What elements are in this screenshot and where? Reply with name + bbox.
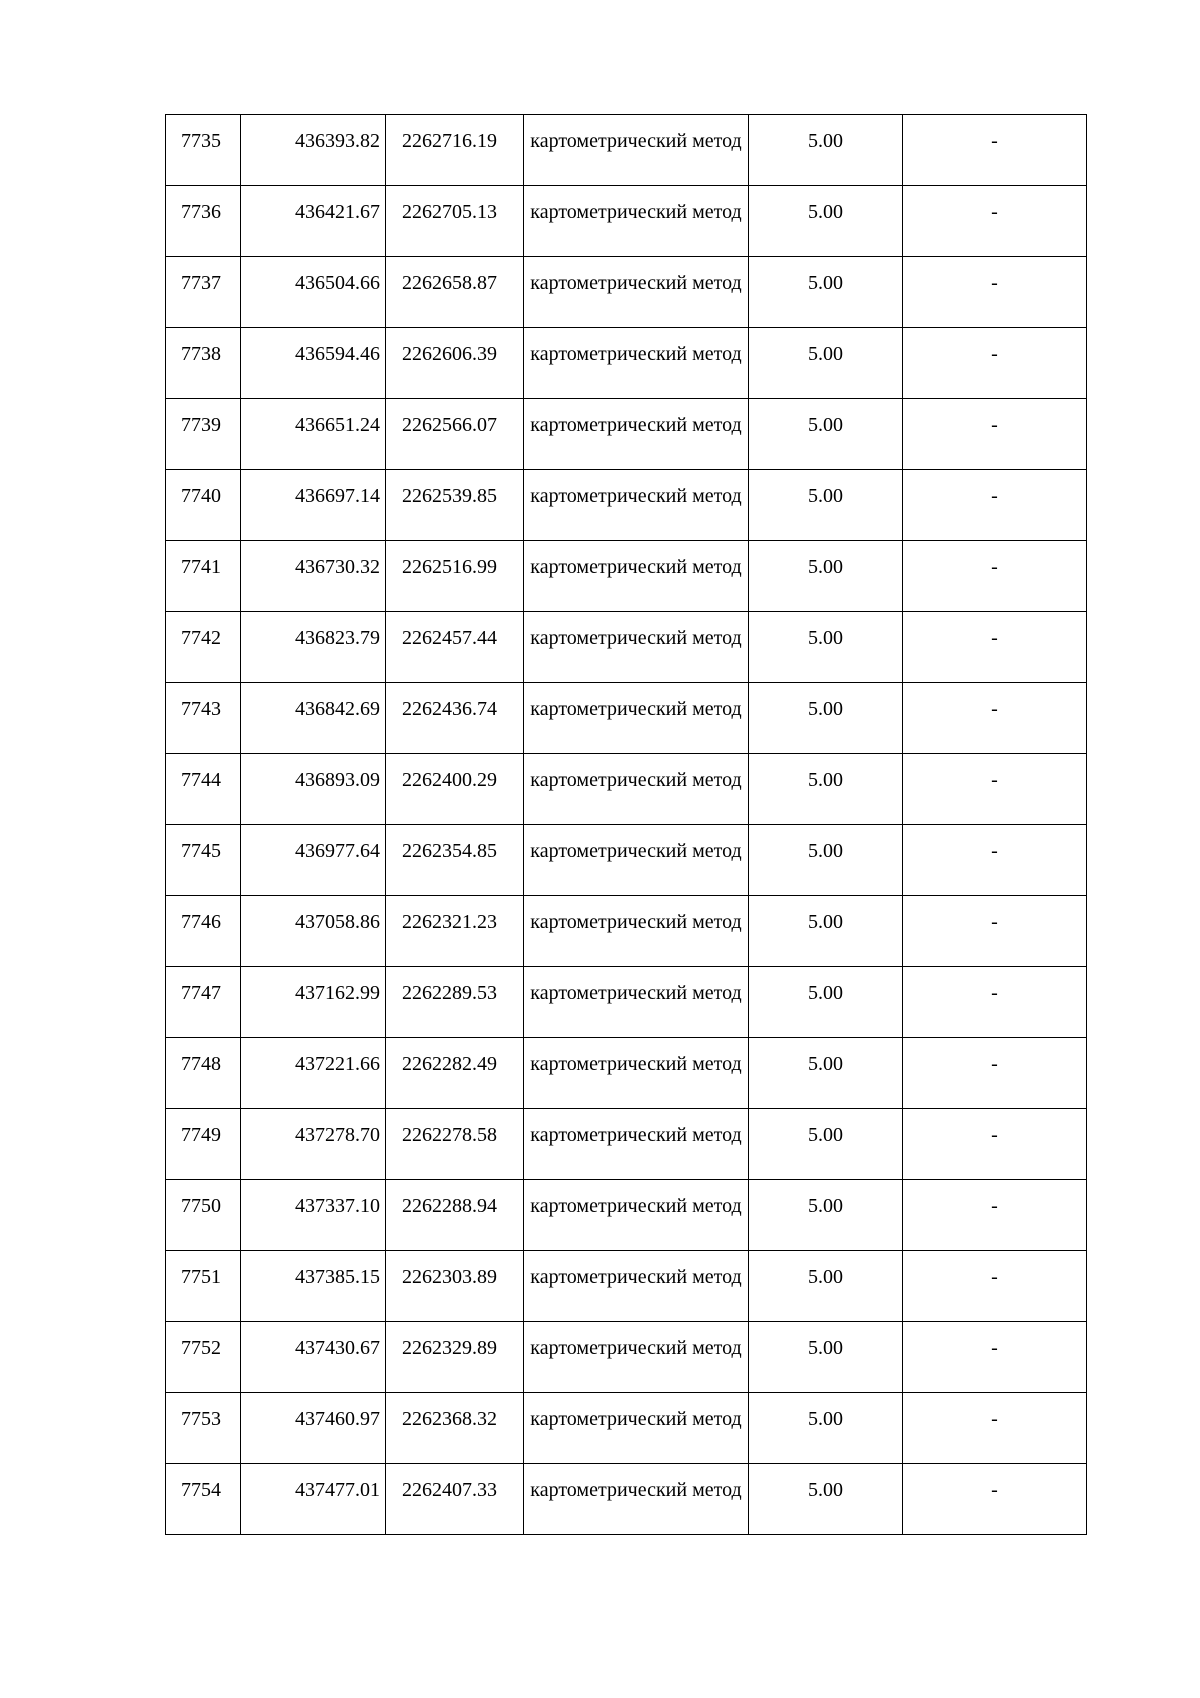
table-row <box>166 896 1087 967</box>
method-cell: картометрический метод <box>524 754 749 825</box>
method-cell: картометрический метод <box>524 1322 749 1393</box>
x-coordinate-cell: 436421.67 <box>241 186 386 257</box>
description-cell: - <box>903 967 1087 1038</box>
y-coordinate-cell: 2262606.39 <box>386 328 524 399</box>
accuracy-cell: 5.00 <box>749 754 903 825</box>
point-number-cell: 7753 <box>166 1393 241 1464</box>
table-row <box>166 115 1087 186</box>
table-row <box>166 1393 1087 1464</box>
y-coordinate-cell: 2262516.99 <box>386 541 524 612</box>
y-coordinate-cell: 2262400.29 <box>386 754 524 825</box>
description-cell: - <box>903 1109 1087 1180</box>
y-coordinate-cell: 2262303.89 <box>386 1251 524 1322</box>
coordinates-table <box>165 114 1087 1535</box>
method-cell: картометрический метод <box>524 1180 749 1251</box>
y-coordinate-cell: 2262436.74 <box>386 683 524 754</box>
point-number-cell: 7738 <box>166 328 241 399</box>
x-coordinate-cell: 437460.97 <box>241 1393 386 1464</box>
point-number-cell: 7751 <box>166 1251 241 1322</box>
method-cell: картометрический метод <box>524 257 749 328</box>
table-row <box>166 1038 1087 1109</box>
x-coordinate-cell: 436504.66 <box>241 257 386 328</box>
table-row <box>166 1322 1087 1393</box>
point-number-cell: 7743 <box>166 683 241 754</box>
x-coordinate-cell: 437058.86 <box>241 896 386 967</box>
accuracy-cell: 5.00 <box>749 683 903 754</box>
table-row <box>166 541 1087 612</box>
description-cell: - <box>903 1251 1087 1322</box>
point-number-cell: 7741 <box>166 541 241 612</box>
y-coordinate-cell: 2262321.23 <box>386 896 524 967</box>
description-cell: - <box>903 186 1087 257</box>
description-cell: - <box>903 470 1087 541</box>
point-number-cell: 7749 <box>166 1109 241 1180</box>
description-cell: - <box>903 1322 1087 1393</box>
method-cell: картометрический метод <box>524 1393 749 1464</box>
table-row <box>166 257 1087 328</box>
description-cell: - <box>903 1038 1087 1109</box>
accuracy-cell: 5.00 <box>749 896 903 967</box>
method-cell: картометрический метод <box>524 967 749 1038</box>
x-coordinate-cell: 437278.70 <box>241 1109 386 1180</box>
method-cell: картометрический метод <box>524 328 749 399</box>
y-coordinate-cell: 2262658.87 <box>386 257 524 328</box>
method-cell: картометрический метод <box>524 1038 749 1109</box>
x-coordinate-cell: 437221.66 <box>241 1038 386 1109</box>
accuracy-cell: 5.00 <box>749 1109 903 1180</box>
point-number-cell: 7745 <box>166 825 241 896</box>
y-coordinate-cell: 2262329.89 <box>386 1322 524 1393</box>
method-cell: картометрический метод <box>524 470 749 541</box>
y-coordinate-cell: 2262282.49 <box>386 1038 524 1109</box>
method-cell: картометрический метод <box>524 1251 749 1322</box>
x-coordinate-cell: 437385.15 <box>241 1251 386 1322</box>
method-cell: картометрический метод <box>524 612 749 683</box>
table-row <box>166 967 1087 1038</box>
accuracy-cell: 5.00 <box>749 1393 903 1464</box>
table-row <box>166 470 1087 541</box>
accuracy-cell: 5.00 <box>749 967 903 1038</box>
accuracy-cell: 5.00 <box>749 1180 903 1251</box>
method-cell: картометрический метод <box>524 115 749 186</box>
x-coordinate-cell: 436893.09 <box>241 754 386 825</box>
method-cell: картометрический метод <box>524 186 749 257</box>
description-cell: - <box>903 1180 1087 1251</box>
table-row <box>166 683 1087 754</box>
y-coordinate-cell: 2262354.85 <box>386 825 524 896</box>
method-cell: картометрический метод <box>524 683 749 754</box>
description-cell: - <box>903 399 1087 470</box>
point-number-cell: 7747 <box>166 967 241 1038</box>
table-row <box>166 328 1087 399</box>
x-coordinate-cell: 437337.10 <box>241 1180 386 1251</box>
y-coordinate-cell: 2262289.53 <box>386 967 524 1038</box>
y-coordinate-cell: 2262407.33 <box>386 1464 524 1535</box>
x-coordinate-cell: 436823.79 <box>241 612 386 683</box>
table-row <box>166 1464 1087 1535</box>
accuracy-cell: 5.00 <box>749 612 903 683</box>
y-coordinate-cell: 2262457.44 <box>386 612 524 683</box>
x-coordinate-cell: 437477.01 <box>241 1464 386 1535</box>
accuracy-cell: 5.00 <box>749 1251 903 1322</box>
point-number-cell: 7746 <box>166 896 241 967</box>
description-cell: - <box>903 683 1087 754</box>
description-cell: - <box>903 1464 1087 1535</box>
y-coordinate-cell: 2262368.32 <box>386 1393 524 1464</box>
point-number-cell: 7742 <box>166 612 241 683</box>
y-coordinate-cell: 2262539.85 <box>386 470 524 541</box>
accuracy-cell: 5.00 <box>749 1322 903 1393</box>
y-coordinate-cell: 2262705.13 <box>386 186 524 257</box>
point-number-cell: 7744 <box>166 754 241 825</box>
x-coordinate-cell: 436730.32 <box>241 541 386 612</box>
accuracy-cell: 5.00 <box>749 1038 903 1109</box>
accuracy-cell: 5.00 <box>749 328 903 399</box>
y-coordinate-cell: 2262716.19 <box>386 115 524 186</box>
table-row <box>166 754 1087 825</box>
description-cell: - <box>903 257 1087 328</box>
method-cell: картометрический метод <box>524 399 749 470</box>
x-coordinate-cell: 436977.64 <box>241 825 386 896</box>
description-cell: - <box>903 612 1087 683</box>
point-number-cell: 7736 <box>166 186 241 257</box>
description-cell: - <box>903 541 1087 612</box>
method-cell: картометрический метод <box>524 541 749 612</box>
table-row <box>166 825 1087 896</box>
accuracy-cell: 5.00 <box>749 257 903 328</box>
description-cell: - <box>903 115 1087 186</box>
method-cell: картометрический метод <box>524 1109 749 1180</box>
x-coordinate-cell: 436651.24 <box>241 399 386 470</box>
method-cell: картометрический метод <box>524 825 749 896</box>
method-cell: картометрический метод <box>524 896 749 967</box>
point-number-cell: 7752 <box>166 1322 241 1393</box>
method-cell: картометрический метод <box>524 1464 749 1535</box>
y-coordinate-cell: 2262278.58 <box>386 1109 524 1180</box>
description-cell: - <box>903 754 1087 825</box>
point-number-cell: 7748 <box>166 1038 241 1109</box>
table-row <box>166 186 1087 257</box>
accuracy-cell: 5.00 <box>749 186 903 257</box>
coordinates-table-body <box>166 115 1087 1535</box>
accuracy-cell: 5.00 <box>749 115 903 186</box>
point-number-cell: 7739 <box>166 399 241 470</box>
table-row <box>166 1109 1087 1180</box>
point-number-cell: 7754 <box>166 1464 241 1535</box>
accuracy-cell: 5.00 <box>749 399 903 470</box>
x-coordinate-cell: 436697.14 <box>241 470 386 541</box>
x-coordinate-cell: 437430.67 <box>241 1322 386 1393</box>
y-coordinate-cell: 2262288.94 <box>386 1180 524 1251</box>
point-number-cell: 7735 <box>166 115 241 186</box>
point-number-cell: 7740 <box>166 470 241 541</box>
table-row <box>166 1251 1087 1322</box>
x-coordinate-cell: 437162.99 <box>241 967 386 1038</box>
point-number-cell: 7737 <box>166 257 241 328</box>
description-cell: - <box>903 825 1087 896</box>
table-row <box>166 1180 1087 1251</box>
y-coordinate-cell: 2262566.07 <box>386 399 524 470</box>
accuracy-cell: 5.00 <box>749 1464 903 1535</box>
description-cell: - <box>903 1393 1087 1464</box>
x-coordinate-cell: 436594.46 <box>241 328 386 399</box>
table-row <box>166 399 1087 470</box>
accuracy-cell: 5.00 <box>749 541 903 612</box>
x-coordinate-cell: 436842.69 <box>241 683 386 754</box>
accuracy-cell: 5.00 <box>749 470 903 541</box>
description-cell: - <box>903 896 1087 967</box>
table-row <box>166 612 1087 683</box>
accuracy-cell: 5.00 <box>749 825 903 896</box>
x-coordinate-cell: 436393.82 <box>241 115 386 186</box>
description-cell: - <box>903 328 1087 399</box>
point-number-cell: 7750 <box>166 1180 241 1251</box>
